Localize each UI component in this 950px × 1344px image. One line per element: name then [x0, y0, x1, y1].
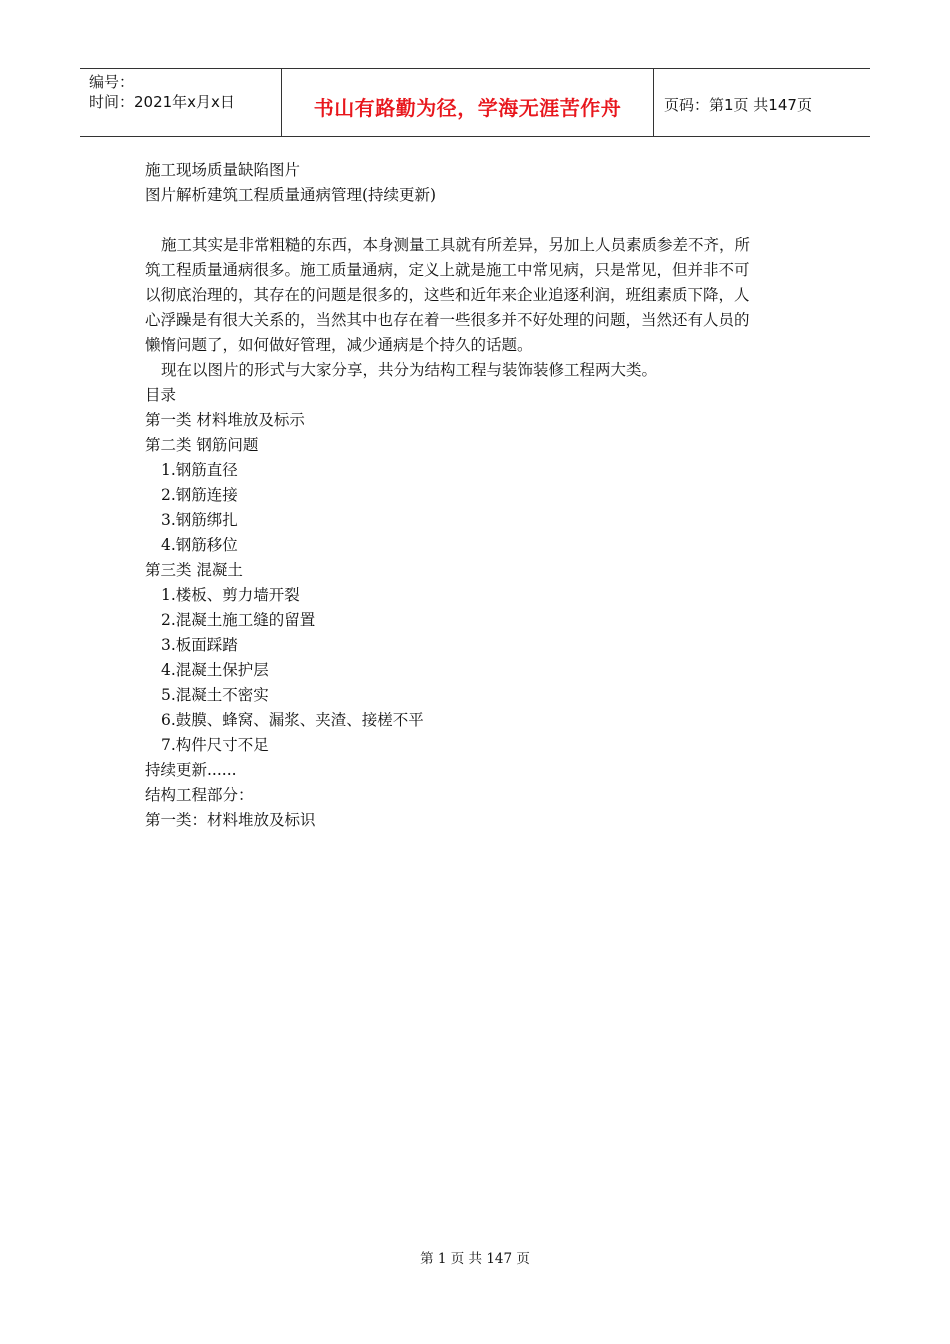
toc-item: 1.楼板、剪力墙开裂: [161, 586, 300, 604]
toc-item: 6.鼓膜、蜂窝、漏浆、夹渣、接槎不平: [161, 711, 424, 729]
toc-item: 2.混凝土施工缝的留置: [161, 611, 316, 629]
intro-line: 以彻底治理的，其存在的问题是很多的，这些和近年来企业追逐利润，班组素质下降，人: [145, 286, 750, 304]
intro-paragraph: [145, 233, 810, 358]
intro-line: 懒惰问题了，如何做好管理，减少通病是个持久的话题。: [145, 336, 533, 354]
section-subheading: 第一类：材料堆放及标识: [145, 811, 316, 829]
footer-page-number: 第 1 页 共 147 页: [420, 1251, 530, 1267]
intro-line: 施工其实是非常粗糙的东西，本身测量工具就有所差异，另加上人员素质参差不齐，所: [161, 236, 751, 254]
header-page-info: 页码：第1页 共147页: [664, 96, 812, 114]
continued-note: 持续更新......: [145, 761, 237, 779]
toc-item: 7.构件尺寸不足: [161, 736, 269, 754]
toc-item: 3.板面踩踏: [161, 636, 238, 654]
toc-category: 第三类 混凝土: [145, 561, 243, 579]
toc-item: 4.钢筋移位: [161, 536, 238, 554]
section-heading: 结构工程部分：: [145, 786, 254, 804]
doc-subtitle-line: 图片解析建筑工程质量通病管理(持续更新): [145, 186, 437, 204]
intro-line: 心浮躁是有很大关系的，当然其中也存在着一些很多并不好处理的问题，当然还有人员的: [145, 311, 750, 329]
header-meta-cell: [80, 69, 282, 136]
header-page-cell: [654, 69, 870, 136]
header-motto: 书山有路勤为径，学海无涯苦作舟: [313, 96, 622, 120]
toc-item: 1.钢筋直径: [161, 461, 238, 479]
header-motto-cell: [282, 69, 654, 136]
document-number-label: 编号：: [89, 73, 135, 91]
intro-line: 筑工程质量通病很多。施工质量通病，定义上就是施工中常见病，只是常见，但并非不可: [145, 261, 750, 279]
toc-category: 第一类 材料堆放及标示: [145, 411, 305, 429]
share-line: 现在以图片的形式与大家分享，共分为结构工程与装饰装修工程两大类。: [161, 361, 658, 379]
document-header: [80, 68, 870, 137]
spacer: [145, 208, 810, 233]
toc-category: 第二类 钢筋问题: [145, 436, 259, 454]
toc-item: 2.钢筋连接: [161, 486, 238, 504]
page-footer: [0, 1247, 950, 1267]
toc-heading: 目录: [145, 386, 177, 404]
doc-title-line: 施工现场质量缺陷图片: [145, 161, 301, 179]
toc-item: 5.混凝土不密实: [161, 686, 269, 704]
document-body: [145, 158, 810, 833]
toc-item: 3.钢筋绑扎: [161, 511, 238, 529]
document-date: 时间：2021年x月x日: [89, 93, 235, 111]
toc-item: 4.混凝土保护层: [161, 661, 269, 679]
